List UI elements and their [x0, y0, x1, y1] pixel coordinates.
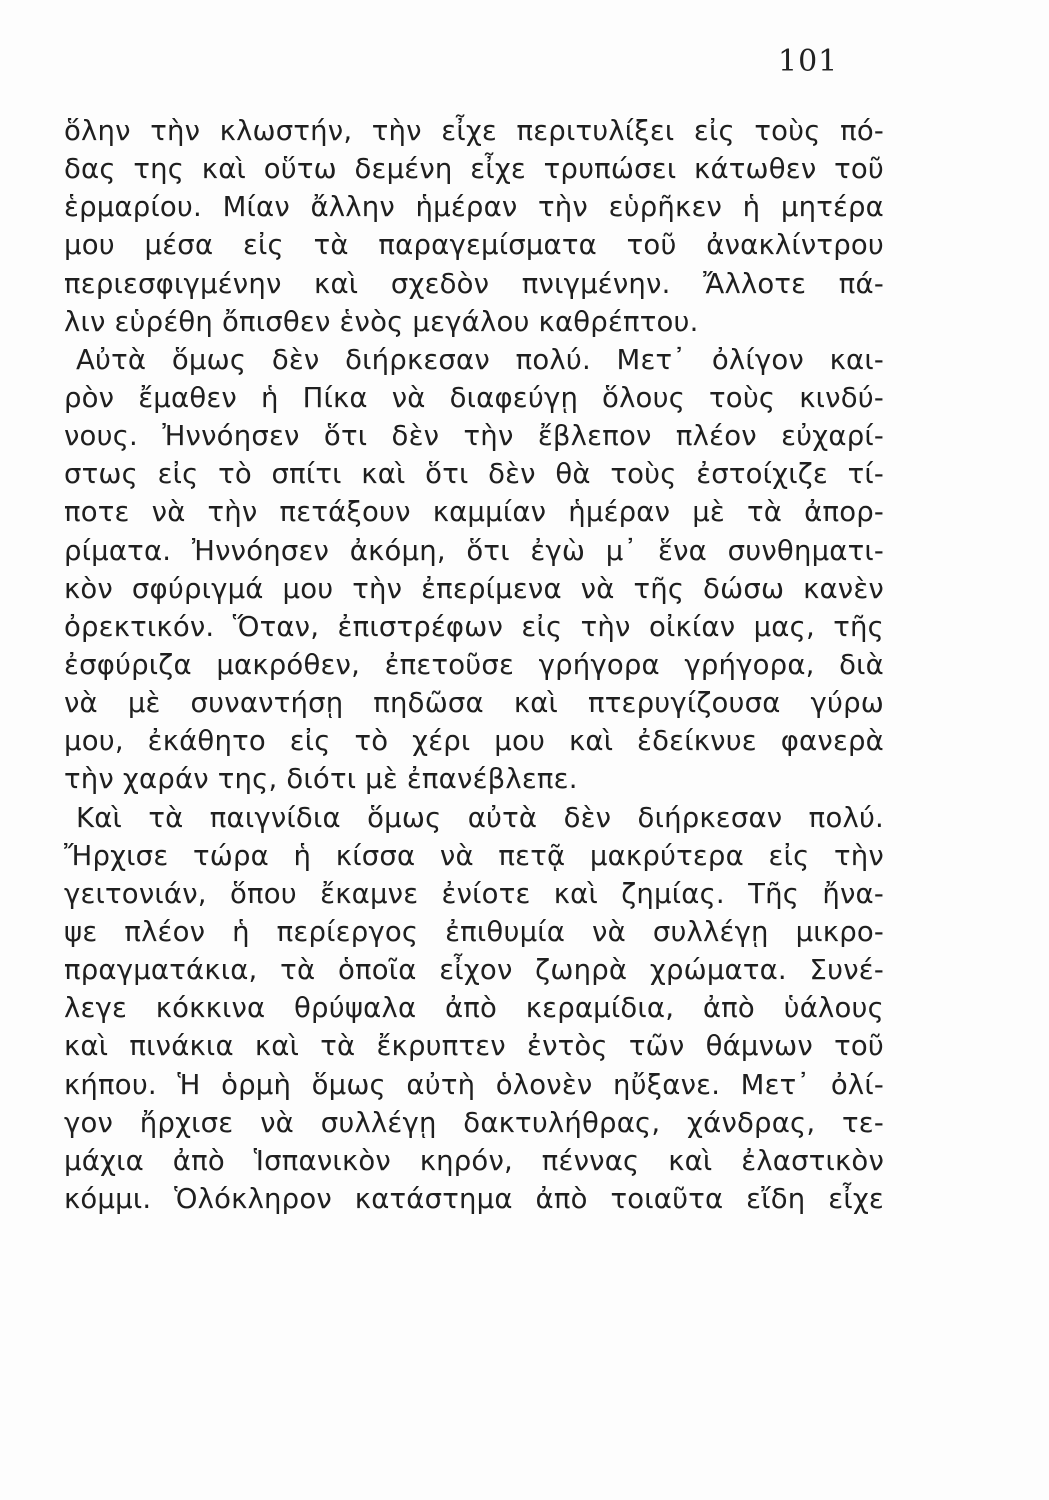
text-line: ρίματα. Ἠννόησεν ἀκόμη, ὅτι ἐγὼ μ᾽ ἕνα συνθηματι-	[64, 534, 884, 567]
text-line: κήπου. Ἡ ὁρμὴ ὅμως αὐτὴ ὁλονὲν ηὔξανε. Μετ᾽ ὀλί-	[64, 1068, 884, 1101]
text-line: γον ἤρχισε νὰ συλλέγῃ δακτυλήθρας, χάνδρας, τε-	[64, 1106, 884, 1139]
text-line: ψε πλέον ἡ περίεργος ἐπιθυμία νὰ συλλέγῃ μικρο-	[64, 915, 884, 948]
text-line: ὅλην τὴν κλωστήν, τὴν εἶχε περιτυλίξει εἰς τοὺς πό-	[64, 115, 884, 147]
text-line: ἑρμαρίου. Μίαν ἄλλην ἡμέραν τὴν εὑρῆκεν ἡ μητέρα	[64, 191, 884, 224]
text-line: καὶ πινάκια καὶ τὰ ἔκρυπτεν ἐντὸς τῶν θάμνων τοῦ	[64, 1030, 884, 1063]
text-line: τὴν χαράν της, διότι μὲ ἐπανέβλεπε.	[64, 763, 578, 796]
text-line: μου μέσα εἰς τὰ παραγεμίσματα τοῦ ἀνακλίντρου	[64, 229, 884, 262]
text-line: ρὸν ἔμαθεν ἡ Πίκα νὰ διαφεύγῃ ὅλους τοὺς κινδύ-	[64, 381, 884, 414]
text-line-paragraph-start: Αὐτὰ ὅμως δὲν διήρκεσαν πολύ. Μετ᾽ ὀλίγον και-	[76, 343, 884, 376]
text-line: κὸν σφύριγμά μου τὴν ἐπερίμενα νὰ τῆς δώσω κανὲν	[64, 572, 884, 605]
text-line: στως εἰς τὸ σπίτι καὶ ὅτι δὲν θὰ τοὺς ἐστοίχιζε τί-	[64, 458, 884, 491]
text-line: κόμμι. Ὁλόκληρον κατάστημα ἀπὸ τοιαῦτα εἴδη εἶχε	[64, 1182, 884, 1215]
text-line: περιεσφιγμένην καὶ σχεδὸν πνιγμένην. Ἄλλοτε πά-	[64, 267, 884, 300]
text-line: δας της καὶ οὕτω δεμένη εἶχε τρυπώσει κάτωθεν τοῦ	[64, 153, 884, 186]
text-line: μου, ἐκάθητο εἰς τὸ χέρι μου καὶ ἐδείκνυε φανερὰ	[64, 725, 884, 758]
text-line: νους. Ἠννόησεν ὅτι δὲν τὴν ἔβλεπον πλέον εὐχαρί-	[64, 420, 884, 453]
body-text	[64, 112, 884, 1218]
text-line: γειτονιάν, ὅπου ἔκαμνε ἐνίοτε καὶ ζημίας. Τῆς ἤνα-	[64, 877, 884, 910]
text-line: λιν εὑρέθη ὄπισθεν ἑνὸς μεγάλου καθρέπτου.	[64, 305, 699, 338]
text-line: μάχια ἀπὸ Ἱσπανικὸν κηρόν, πέννας καὶ ἐλαστικὸν	[64, 1144, 884, 1177]
page-number: 101	[778, 44, 839, 79]
text-line: ὀρεκτικόν. Ὅταν, ἐπιστρέφων εἰς τὴν οἰκίαν μας, τῆς	[64, 610, 884, 643]
text-line: ποτε νὰ τὴν πετάξουν καμμίαν ἡμέραν μὲ τὰ ἀπορ-	[64, 496, 884, 529]
text-line-paragraph-start: Καὶ τὰ παιγνίδια ὅμως αὐτὰ δὲν διήρκεσαν πολύ.	[76, 801, 884, 834]
text-line: Ἤρχισε τώρα ἡ κίσσα νὰ πετᾷ μακρύτερα εἰς τὴν	[64, 839, 884, 872]
text-line: νὰ μὲ συναντήσῃ πηδῶσα καὶ πτερυγίζουσα γύρω	[64, 687, 884, 720]
text-line: πραγματάκια, τὰ ὁποῖα εἶχον ζωηρὰ χρώματα. Συνέ-	[64, 954, 884, 987]
text-line: λεγε κόκκινα θρύψαλα ἀπὸ κεραμίδια, ἀπὸ ὑάλους	[64, 992, 884, 1025]
text-line: ἐσφύριζα μακρόθεν, ἐπετοῦσε γρήγορα γρήγορα, διὰ	[64, 648, 884, 681]
